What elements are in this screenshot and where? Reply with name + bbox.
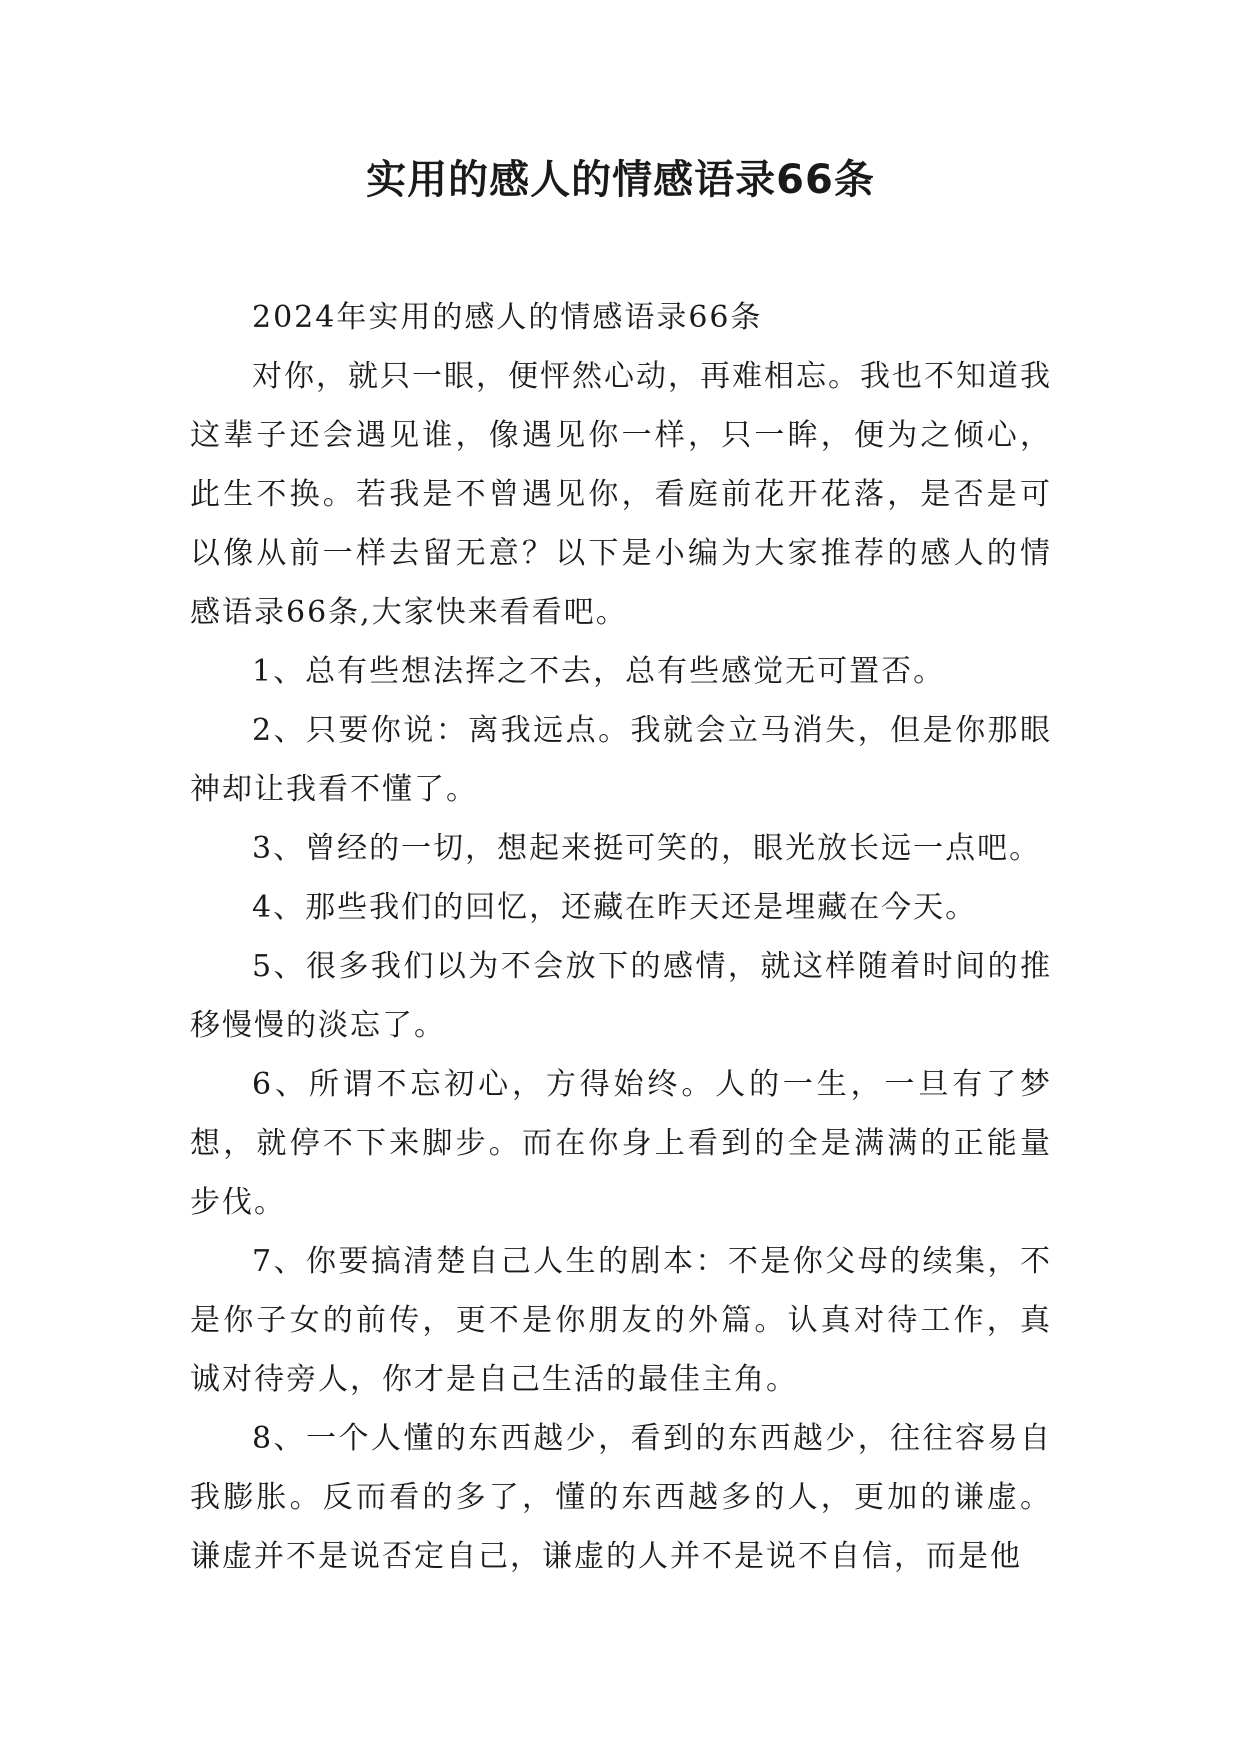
quote-paragraph-6: 6、所谓不忘初心，方得始终。人的一生，一旦有了梦想，就停不下来脚步。而在你身上看到的全是满满的正能量步伐。 <box>190 1067 1052 1220</box>
quote-paragraph-5: 5、很多我们以为不会放下的感情，就这样随着时间的推移慢慢的淡忘了。 <box>190 949 1052 1043</box>
quote-paragraph-8: 8、一个人懂的东西越少，看到的东西越少，往往容易自我膨胀。反而看的多了，懂的东西越多的人，更加的谦虚。谦虚并不是说否定自己，谦虚的人并不是说不自信，而是他 <box>190 1421 1052 1574</box>
document-title: 实用的感人的情感语录66条 <box>366 157 875 203</box>
quote-paragraph-7: 7、你要搞清楚自己人生的剧本：不是你父母的续集，不是你子女的前传，更不是你朋友的外篇。认真对待工作，真诚对待旁人，你才是自己生活的最佳主角。 <box>190 1244 1052 1397</box>
quote-paragraph-4: 4、那些我们的回忆，还藏在昨天还是埋藏在今天。 <box>252 890 978 925</box>
document-body <box>190 288 1052 1586</box>
subtitle-paragraph: 2024年实用的感人的情感语录66条 <box>252 300 763 335</box>
quote-paragraph-2: 2、只要你说：离我远点。我就会立马消失，但是你那眼神却让我看不懂了。 <box>190 713 1052 807</box>
quote-paragraph-3: 3、曾经的一切，想起来挺可笑的，眼光放长远一点吧。 <box>252 831 1042 866</box>
intro-paragraph: 对你，就只一眼，便怦然心动，再难相忘。我也不知道我这辈子还会遇见谁，像遇见你一样，只一眸，便为之倾心，此生不换。若我是不曾遇见你，看庭前花开花落，是否是可以像从前一样去留无意？以下是小编为大家推荐的感人的情感语录66条,大家快来看看吧。 <box>190 359 1052 630</box>
quote-paragraph-1: 1、总有些想法挥之不去，总有些感觉无可置否。 <box>252 654 946 689</box>
